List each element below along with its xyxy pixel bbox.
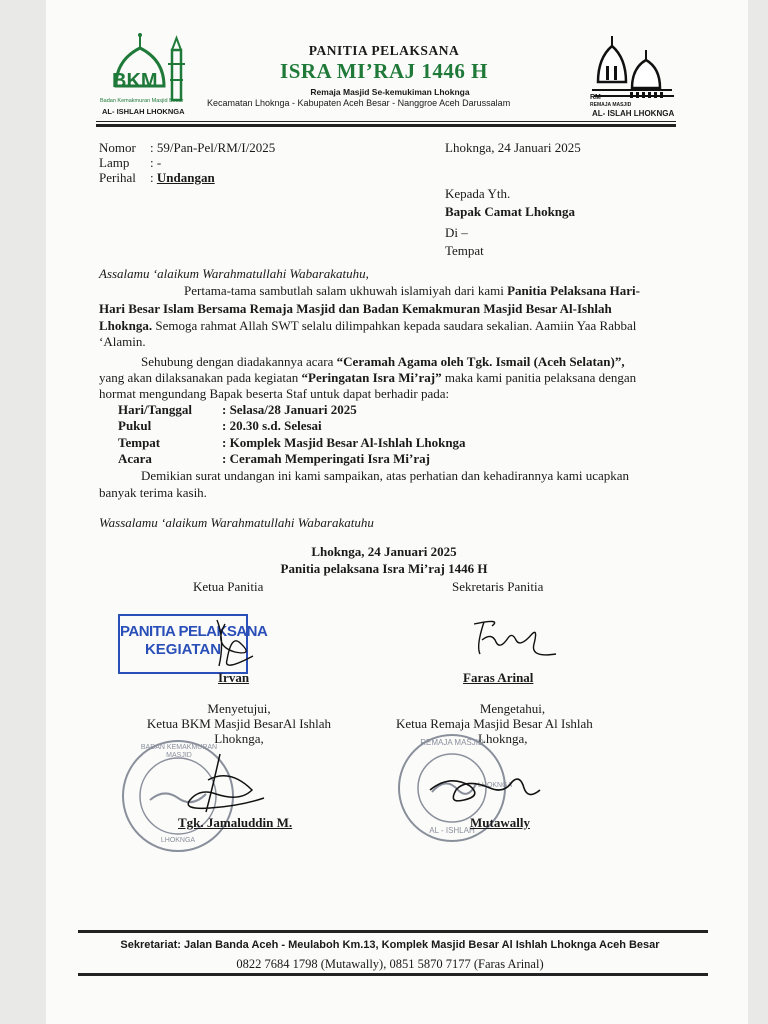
perihal-colon: : (150, 170, 157, 185)
header-rule-thin (96, 121, 676, 122)
detail-label: Tempat (118, 435, 161, 450)
p1-bold: Panitia Pelaksana Hari- (507, 283, 640, 298)
detail-value: : Komplek Masjid Besar Al-Ishlah Lhoknga (222, 435, 466, 450)
recipient-kepada: Kepada Yth. (445, 186, 511, 201)
detail-value: : Ceramah Memperingati Isra Mi’raj (222, 451, 430, 466)
footer-phones: 0822 7684 1798 (Mutawally), 0851 5870 7177 (Faras Arinal) (236, 957, 544, 971)
seal-right-bottom: AL - ISHLAH (429, 826, 475, 835)
secretary-title: Sekretaris Panitia (452, 579, 544, 594)
paragraph1-line3 (99, 318, 636, 334)
seal-right-text: REMAJA MASJID (420, 738, 484, 747)
nomor-value: : 59/Pan-Pel/RM/I/2025 (150, 140, 276, 155)
footer-rule-bottom (78, 973, 708, 976)
p2-text3: maka kami panitia pelaksana dengan (441, 370, 637, 385)
ack-name: Mutawally (470, 815, 530, 830)
ack-title-line2: Lhoknga, (478, 731, 528, 746)
paragraph2-line3: hormat mengundang Bapak beserta Staf untuk dapat berhadir pada: (99, 386, 450, 401)
chair-title: Ketua Panitia (193, 579, 264, 594)
header-rule-thick (96, 124, 676, 127)
p1-bold-end: Lhoknga. (99, 318, 153, 333)
letter-date: Lhoknga, 24 Januari 2025 (445, 140, 581, 155)
recipient-tempat: Tempat (445, 243, 484, 258)
recipient-di: Di – (445, 225, 468, 240)
ack-label: Mengetahui, (479, 701, 546, 716)
paragraph2-line1 (141, 354, 625, 370)
chair-name: Irvan (218, 670, 250, 685)
detail-label: Pukul (118, 418, 152, 433)
bkm-sub1: Badan Kemakmuran Masjid Besar (100, 98, 184, 104)
rm-sub2: AL- ISLAH LHOKNGA (592, 109, 675, 118)
seal-left-text: BADAN KEMAKMURAN MASJID (140, 744, 218, 759)
approve-signature (160, 750, 270, 820)
approve-title-line2: Lhoknga, (214, 731, 264, 746)
p1-text-end: Semoga rahmat Allah SWT selalu dilimpahkan kepada saudara sekalian. Aamiin Yaa Rabbal (152, 318, 637, 333)
secretary-signature (462, 610, 562, 666)
seal-right-side: LHOKNGA (478, 782, 513, 789)
sign-place-date: Lhoknga, 24 Januari 2025 (311, 544, 457, 559)
bkm-sub2: AL- ISHLAH LHOKNGA (102, 107, 185, 116)
p1-text: Pertama-tama sambutlah salam ukhuwah islamiyah dari kami (184, 283, 508, 298)
ack-title-line1: Ketua Remaja Masjid Besar Al Ishlah (396, 716, 593, 731)
secretary-name: Faras Arinal (463, 670, 534, 685)
perihal-label: Perihal (99, 170, 136, 185)
detail-label: Acara (118, 451, 152, 466)
closing-line2: banyak terima kasih. (99, 485, 207, 500)
bkm-brand: BKM (112, 70, 158, 92)
detail-value: : Selasa/28 Januari 2025 (222, 402, 357, 417)
paragraph1-line2: Hari Besar Islam Bersama Remaja Masjid dan Badan Kemakmuran Masjid Besar Al-Ishlah (99, 301, 612, 316)
stamp-line2: KEGIATAN (144, 641, 222, 658)
rm-brand: RM (590, 94, 601, 101)
paragraph2-line2 (99, 370, 636, 386)
seal-left-bottom: LHOKNGA (160, 837, 196, 844)
committee-heading: PANITIA PELAKSANA (308, 43, 460, 58)
lamp-value: : - (150, 155, 162, 170)
detail-value: : 20.30 s.d. Selesai (222, 418, 322, 433)
chair-signature (195, 616, 275, 674)
p2-occasion: “Peringatan Isra Mi’raj” (301, 370, 442, 385)
detail-label: Hari/Tanggal (118, 402, 192, 417)
approve-label: Menyetujui, (207, 701, 271, 716)
footer-address: Sekretariat: Jalan Banda Aceh - Meulaboh Km.13, Komplek Masjid Besar Al Ishlah Lhoknga Aceh Besar (120, 939, 660, 951)
closing-line1: Demikian surat undangan ini kami sampaikan, atas perhatian dan kehadirannya kami ucapkan (141, 468, 630, 483)
rm-sub1: REMAJA MASJID (590, 102, 632, 108)
approve-title-line1: Ketua BKM Masjid BesarAl Ishlah (146, 716, 332, 731)
recipient-name: Bapak Camat Lhoknga (445, 204, 576, 219)
paragraph1-line4: ‘Alamin. (99, 334, 146, 349)
paragraph1-line1 (184, 283, 640, 299)
approve-name: Tgk. Jamaluddin M. (178, 815, 293, 830)
footer-rule-top (78, 930, 708, 933)
region-line: Kecamatan Lhoknga - Kabupaten Aceh Besar - Nanggroe Aceh Darussalam (207, 98, 511, 108)
lamp-label: Lamp (99, 155, 130, 170)
stamp-line1: PANITIA PELAKSANA (120, 623, 268, 640)
event-title: ISRA MI’RAJ 1446 H (280, 59, 488, 83)
organizer-line: Remaja Masjid Se-kemukiman Lhoknga (310, 87, 470, 97)
opening-salam: Assalamu ‘alaikum Warahmatullahi Wabarakatuhu, (99, 266, 369, 281)
p2-text2: yang akan dilaksanakan pada kegiatan (99, 370, 302, 385)
sign-committee: Panitia pelaksana Isra Mi’raj 1446 H (280, 561, 488, 576)
perihal-field (150, 170, 215, 186)
closing-wassalam: Wassalamu ‘alaikum Warahmatullahi Wabarakatuhu (99, 515, 374, 530)
nomor-label: Nomor (99, 140, 136, 155)
p2-text: Sehubung dengan diadakannya acara (141, 354, 337, 369)
perihal-value: Undangan (156, 170, 215, 185)
remaja-masjid-logo (588, 32, 680, 120)
ack-signature (420, 760, 550, 816)
p2-event: “Ceramah Agama oleh Tgk. Ismail (Aceh Selatan)”, (336, 354, 625, 369)
